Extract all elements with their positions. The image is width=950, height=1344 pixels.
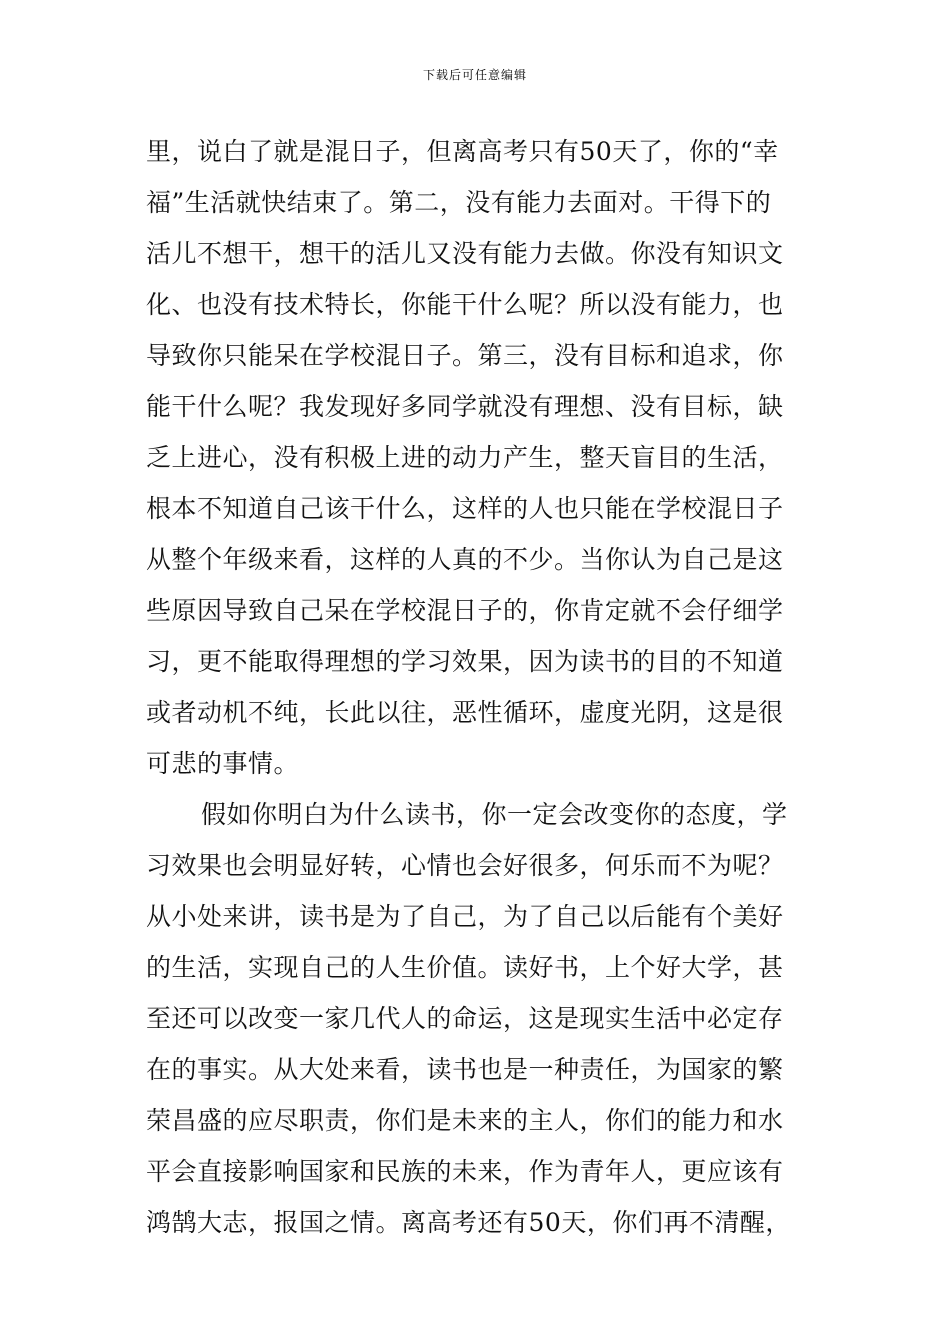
- text-line: 或者动机不纯，长此以往，恶性循环，虚度光阴，这是很: [146, 698, 784, 727]
- text-line: 乏上进心，没有积极上进的动力产生，整天盲目的生活，: [146, 443, 784, 472]
- text-line: 假如你明白为什么读书，你一定会改变你的态度，学: [201, 800, 788, 829]
- paragraph-2: [146, 789, 816, 1248]
- text-line: 在的事实。从大处来看，读书也是一种责任，为国家的繁: [146, 1055, 784, 1084]
- text-line: 至还可以改变一家几代人的命运，这是现实生活中必定存: [146, 1004, 784, 1033]
- text-line: 根本不知道自己该干什么，这样的人也只能在学校混日子: [146, 494, 784, 523]
- page-header: 下载后可任意编辑: [422, 68, 527, 82]
- text-line: 导致你只能呆在学校混日子。第三，没有目标和追求，你: [146, 341, 784, 370]
- text-line: 平会直接影响国家和民族的未来，作为青年人，更应该有: [146, 1157, 784, 1186]
- text-line: 习效果也会明显好转，心情也会好很多，何乐而不为呢？: [146, 851, 784, 880]
- text-line: 的生活，实现自己的人生价值。读好书，上个好大学，甚: [146, 953, 784, 982]
- text-line: 习，更不能取得理想的学习效果，因为读书的目的不知道: [146, 647, 784, 676]
- text-line: 能干什么呢？我发现好多同学就没有理想、没有目标，缺: [146, 392, 784, 421]
- text-line: 鸿鹄大志，报国之情。离高考还有50天，你们再不清醒，: [146, 1208, 791, 1237]
- text-line: 里，说白了就是混日子，但离高考只有50天了，你的“幸: [146, 137, 779, 166]
- text-line: 福”生活就快结束了。第二，没有能力去面对。干得下的: [146, 188, 772, 217]
- document-body: [146, 126, 816, 1248]
- text-line: 些原因导致自己呆在学校混日子的，你肯定就不会仔细学: [146, 596, 784, 625]
- text-line: 可悲的事情。: [146, 749, 300, 778]
- text-line: 活儿不想干，想干的活儿又没有能力去做。你没有知识文: [146, 239, 784, 268]
- text-line: 荣昌盛的应尽职责，你们是未来的主人，你们的能力和水: [146, 1106, 784, 1135]
- paragraph-1: [146, 126, 816, 789]
- text-line: 从整个年级来看，这样的人真的不少。当你认为自己是这: [146, 545, 784, 574]
- text-line: 从小处来讲，读书是为了自己，为了自己以后能有个美好: [146, 902, 784, 931]
- text-line: 化、也没有技术特长，你能干什么呢？所以没有能力，也: [146, 290, 784, 319]
